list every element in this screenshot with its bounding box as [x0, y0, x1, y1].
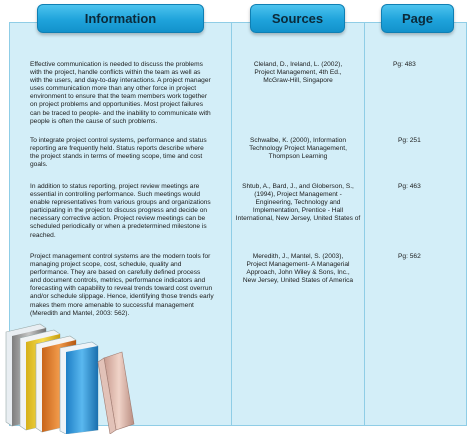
info-cell: To integrate project control systems, performance and status reporting are frequently held. Status reports describe where the project stands in terms of meeting scope, time and cost goals.	[30, 137, 207, 169]
header-page: Page	[381, 4, 454, 33]
info-cell: Effective communication is needed to discuss the problems with the project, handle conflicts within the team as well as with the users, and day-to-day interactions. A project manager uses communication more than any other force in project environment to ensure that the team members work together on project problems and opportunities. Most project failures can be traced to people- and the inability to communicate with people is often the cause of such problems.	[30, 61, 211, 125]
source-cell: Cleland, D., Ireland, L. (2002), Project Management, 4th Ed., McGraw-Hill, Singapore	[253, 61, 343, 85]
page-cell: Pg: 463	[398, 183, 421, 190]
info-cell: In addition to status reporting, project review meetings are essential in controlling performance. Such meetings would enable representatives from various groups and organizations participating in the project to discuss progress and decide on necessary corrective action. Project review meetings can be scheduled periodically or when a predetermined milestone is reached.	[30, 183, 211, 239]
header-sources: Sources	[250, 4, 345, 33]
source-cell: Meredith, J., Mantel, S. (2003), Project Management- A Managerial Approach, John Wiley & Sons, Inc., New Jersey, United States of America	[242, 253, 354, 285]
info-cell: Project management control systems are the modern tools for managing project scope, cost, schedule, quality and performance. They are based on carefully defined process and document controls, metrics, performance indicators and forecasting with capability to reveal trends toward cost overrun and/or schedule slippage. Hence, identifying those trends early makes them more amenable to successful management (Meredith and Mantel, 2003: 562).	[30, 253, 214, 317]
column-divider	[364, 22, 365, 426]
source-cell: Schwalbe, K. (2000), Information Technology Project Management, Thompson Learning	[249, 137, 347, 161]
source-cell: Shtub, A., Bard, J., and Globerson, S., (1994), Project Management - Engineering, Technology and Implementation, Prentice - Hall International, New Jersey, United States of	[235, 183, 361, 223]
page-cell: Pg: 483	[393, 61, 416, 68]
header-information: Information	[37, 4, 204, 33]
page-cell: Pg: 562	[398, 253, 421, 260]
page-cell: Pg: 251	[398, 137, 421, 144]
books-stack-icon	[0, 318, 140, 434]
column-divider	[231, 22, 232, 426]
